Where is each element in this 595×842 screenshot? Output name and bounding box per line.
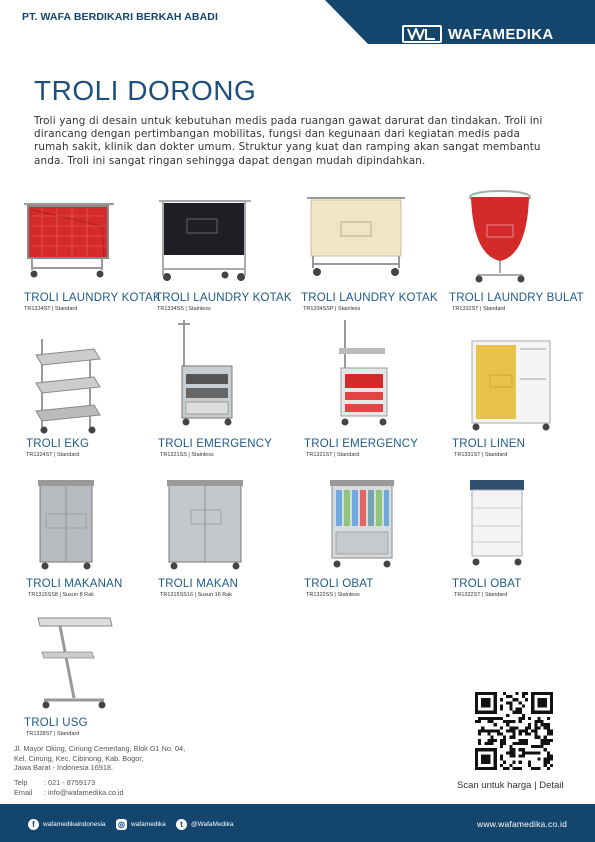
company-name: PT. WAFA BERDIKARI BERKAH ABADI: [22, 11, 218, 23]
address: [14, 744, 185, 773]
twitter-icon: t: [176, 819, 187, 830]
product-code: TR1334SS | Stainless: [157, 306, 211, 312]
twitter-handle: @WafaMedika: [191, 821, 234, 828]
product-name: TROLI LAUNDRY BULAT: [449, 292, 584, 304]
product-name: TROLI MAKANAN: [26, 578, 123, 590]
brand-mark-icon: [402, 25, 442, 43]
food-trolley-8-icon: [36, 478, 98, 573]
telp-value: : 021 - 8759173: [44, 778, 96, 787]
description-line: Troli yang di desain untuk kebutuhan medis pada ruangan gawat darurat dan tindakan. Troli ini: [34, 115, 543, 127]
product-code: TR1324ST | Standard: [26, 452, 80, 458]
linen-trolley-icon: [466, 335, 556, 435]
description-line: dirancang dengan pertimbangan mobilitas, fungsi dan kegunaan dari kegiatan medis pada: [34, 128, 520, 141]
emergency-trolley-stainless-icon: [170, 318, 240, 430]
medicine-trolley-stainless-icon: [328, 478, 398, 573]
facebook-icon: f: [28, 819, 39, 830]
product-name: TROLI USG: [24, 717, 88, 729]
address-line: Jawa Barat - Indonesia 16918.: [14, 763, 113, 773]
product-name: TROLI LAUNDRY KOTAK: [155, 292, 292, 304]
laundry-box-cream-icon: [305, 192, 410, 282]
product-name: TROLI LAUNDRY KOTAK: [301, 292, 438, 304]
food-trolley-16-icon: [165, 478, 247, 573]
description: [34, 115, 564, 168]
facebook-link[interactable]: [28, 819, 106, 830]
email-link[interactable]: : info@wafamedika.co.id: [44, 788, 124, 797]
product-name: TROLI MAKAN: [158, 578, 239, 590]
scan-caption: Scan untuk harga | Detail: [457, 780, 564, 791]
emergency-trolley-red-icon: [335, 318, 395, 430]
medicine-trolley-white-icon: [466, 478, 528, 573]
facebook-handle: wafamedikaindonesia: [43, 821, 106, 828]
product-code: TR1328ST | Standard: [26, 731, 80, 737]
description-line: rumah sakit, klinik dan dokter umum. Struktur yang kuat dan ramping akan sangat membantu: [34, 141, 541, 154]
instagram-handle: wafamedika: [131, 821, 166, 828]
qr-code-icon[interactable]: [475, 692, 553, 770]
product-code: TR1315SS8 | Susun 8 Rak: [28, 592, 94, 598]
product-code: TR1315SS16 | Susun 16 Rak: [160, 592, 233, 598]
product-code: TR1322ST | Standard: [454, 592, 508, 598]
telp-label: Telp: [14, 778, 28, 787]
product-name: TROLI LINEN: [452, 438, 526, 450]
product-name: TROLI EMERGENCY: [304, 438, 419, 450]
twitter-link[interactable]: [176, 819, 233, 830]
instagram-link[interactable]: [116, 819, 166, 830]
product-name: TROLI LAUNDRY KOTAK: [24, 292, 161, 304]
website-link[interactable]: www.wafamedika.co.id: [477, 819, 567, 829]
product-code: TR1334ST | Standard: [24, 306, 78, 312]
product-code: TR1321SS | Stainless: [160, 452, 214, 458]
address-line: Jl. Mayor Oking, Ciriung Cemerlang, Blok G1 No. 04,: [14, 744, 186, 753]
page-title: TROLI DORONG: [34, 75, 257, 106]
ekg-trolley-icon: [28, 335, 108, 435]
product-code: TR1322SS | Stainless: [306, 592, 360, 598]
instagram-icon: ◎: [116, 819, 127, 830]
description-line: anda. Troli ini sangat ringan sehingga dapat dengan mudah dipindahkan.: [34, 154, 426, 167]
laundry-box-red-icon: [22, 196, 117, 281]
footer-bar: [0, 804, 595, 842]
laundry-round-red-icon: [465, 185, 535, 285]
product-name: TROLI EKG: [26, 438, 90, 450]
product-name: TROLI EMERGENCY: [158, 438, 273, 450]
address-line: Kel. Ciriung, Kec. Cibinong, Kab. Bogor,: [14, 753, 144, 763]
brand-name: WAFAMEDIKA: [448, 25, 554, 43]
email-label: Email: [14, 788, 33, 797]
product-code: TR1334SSP | Stainless: [303, 306, 361, 312]
usg-trolley-icon: [34, 612, 116, 712]
product-name: TROLI OBAT: [452, 578, 522, 590]
laundry-box-black-icon: [155, 195, 255, 285]
product-name: TROLI OBAT: [304, 578, 374, 590]
product-code: TR1332ST | Standard: [452, 306, 506, 312]
product-code: TR1331ST | Standard: [454, 452, 508, 458]
product-code: TR1321ST | Standard: [306, 452, 360, 458]
contact-info: [14, 778, 124, 798]
brand-logo: [402, 25, 554, 43]
